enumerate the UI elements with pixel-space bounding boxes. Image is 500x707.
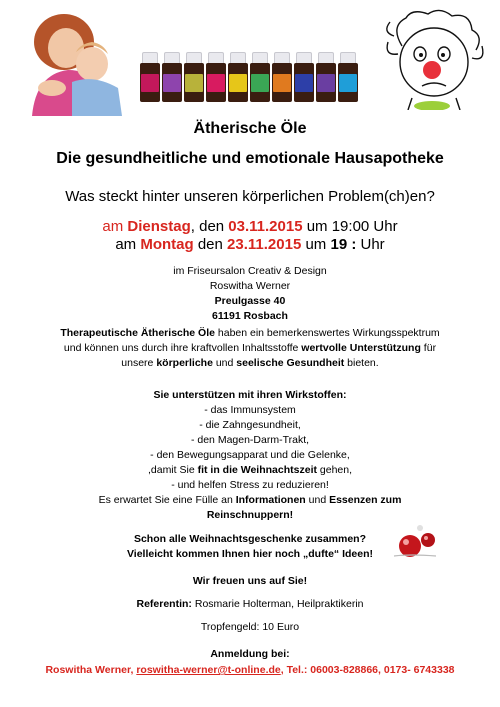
email-link[interactable]: roswitha-werner@t-online.de (136, 664, 281, 676)
registration-heading: Anmeldung bei: (210, 648, 290, 660)
gift-question: Schon alle Weihnachtsgeschenke zusammen? Vielleicht kommen Ihnen hier noch „dufte“ Ideen! (126, 533, 373, 560)
woman-child-photo (18, 4, 136, 116)
list-item: - die Zahngesundheit, (199, 419, 301, 431)
headline-question: Was steckt hinter unseren körperlichen Problem(ch)en? (65, 188, 435, 205)
list-item: - das Immunsystem (204, 404, 296, 416)
closing-text: Wir freuen uns auf Sie! (192, 575, 308, 587)
event-date-1: am Dienstag, den 03.11.2015 um 19:00 Uhr (102, 218, 398, 235)
oil-bottle (316, 52, 336, 102)
page-title: Ätherische Öle (193, 120, 307, 137)
event-location: im Friseursalon Creativ & Design Roswitha Werner Preulgasse 40 61191 Rosbach (173, 265, 327, 322)
oil-bottle (206, 52, 226, 102)
sick-face-drawing (372, 6, 490, 110)
oil-bottle (184, 52, 204, 102)
essential-oil-bottles (140, 44, 360, 102)
benefits-list: Sie unterstützen mit ihren Wirkstoffen: - das Immunsystem - die Zahngesundheit, - den Magen-Darm-Trakt, - den Bewegungsapparat und die Gelenke, ,damit Sie fit in die Weihnachtszeit gehen, - und helfen Stress zu reduzieren! Es erwartet Sie eine Fülle an Informationen und Essenzen zum Reinschnuppern! (0, 388, 500, 523)
fee-info: Tropfengeld: 10 Euro (200, 621, 300, 633)
page-subtitle: Die gesundheitliche und emotionale Hausapotheke (56, 150, 444, 167)
list-item: - den Magen-Darm-Trakt, (190, 434, 310, 446)
christmas-ornament-icon (390, 520, 440, 560)
referent: Referentin: Rosmarie Holterman, Heilpraktikerin (136, 598, 364, 610)
oil-bottle (140, 52, 160, 102)
oil-bottle (162, 52, 182, 102)
contact-info: Roswitha Werner, roswitha-werner@t-online.de, Tel.: 06003-828866, 0173- 6743338 (45, 664, 455, 676)
intro-paragraph: Therapeutische Ätherische Öle haben ein bemerkenswertes Wirkungsspektrum und können uns durch ihre kraftvollen Inhaltsstoffe wertvolle Unterstützung für unsere körperliche und seelische Gesundheit bieten. (60, 327, 440, 369)
event-date-2: am Montag den 23.11.2015 um 19 : Uhr (115, 236, 385, 253)
oil-bottle (250, 52, 270, 102)
oil-bottle (294, 52, 314, 102)
oil-bottle (228, 52, 248, 102)
list-item: - den Bewegungsapparat und die Gelenke, (150, 449, 350, 461)
oil-bottle (338, 52, 358, 102)
oil-bottle (272, 52, 292, 102)
